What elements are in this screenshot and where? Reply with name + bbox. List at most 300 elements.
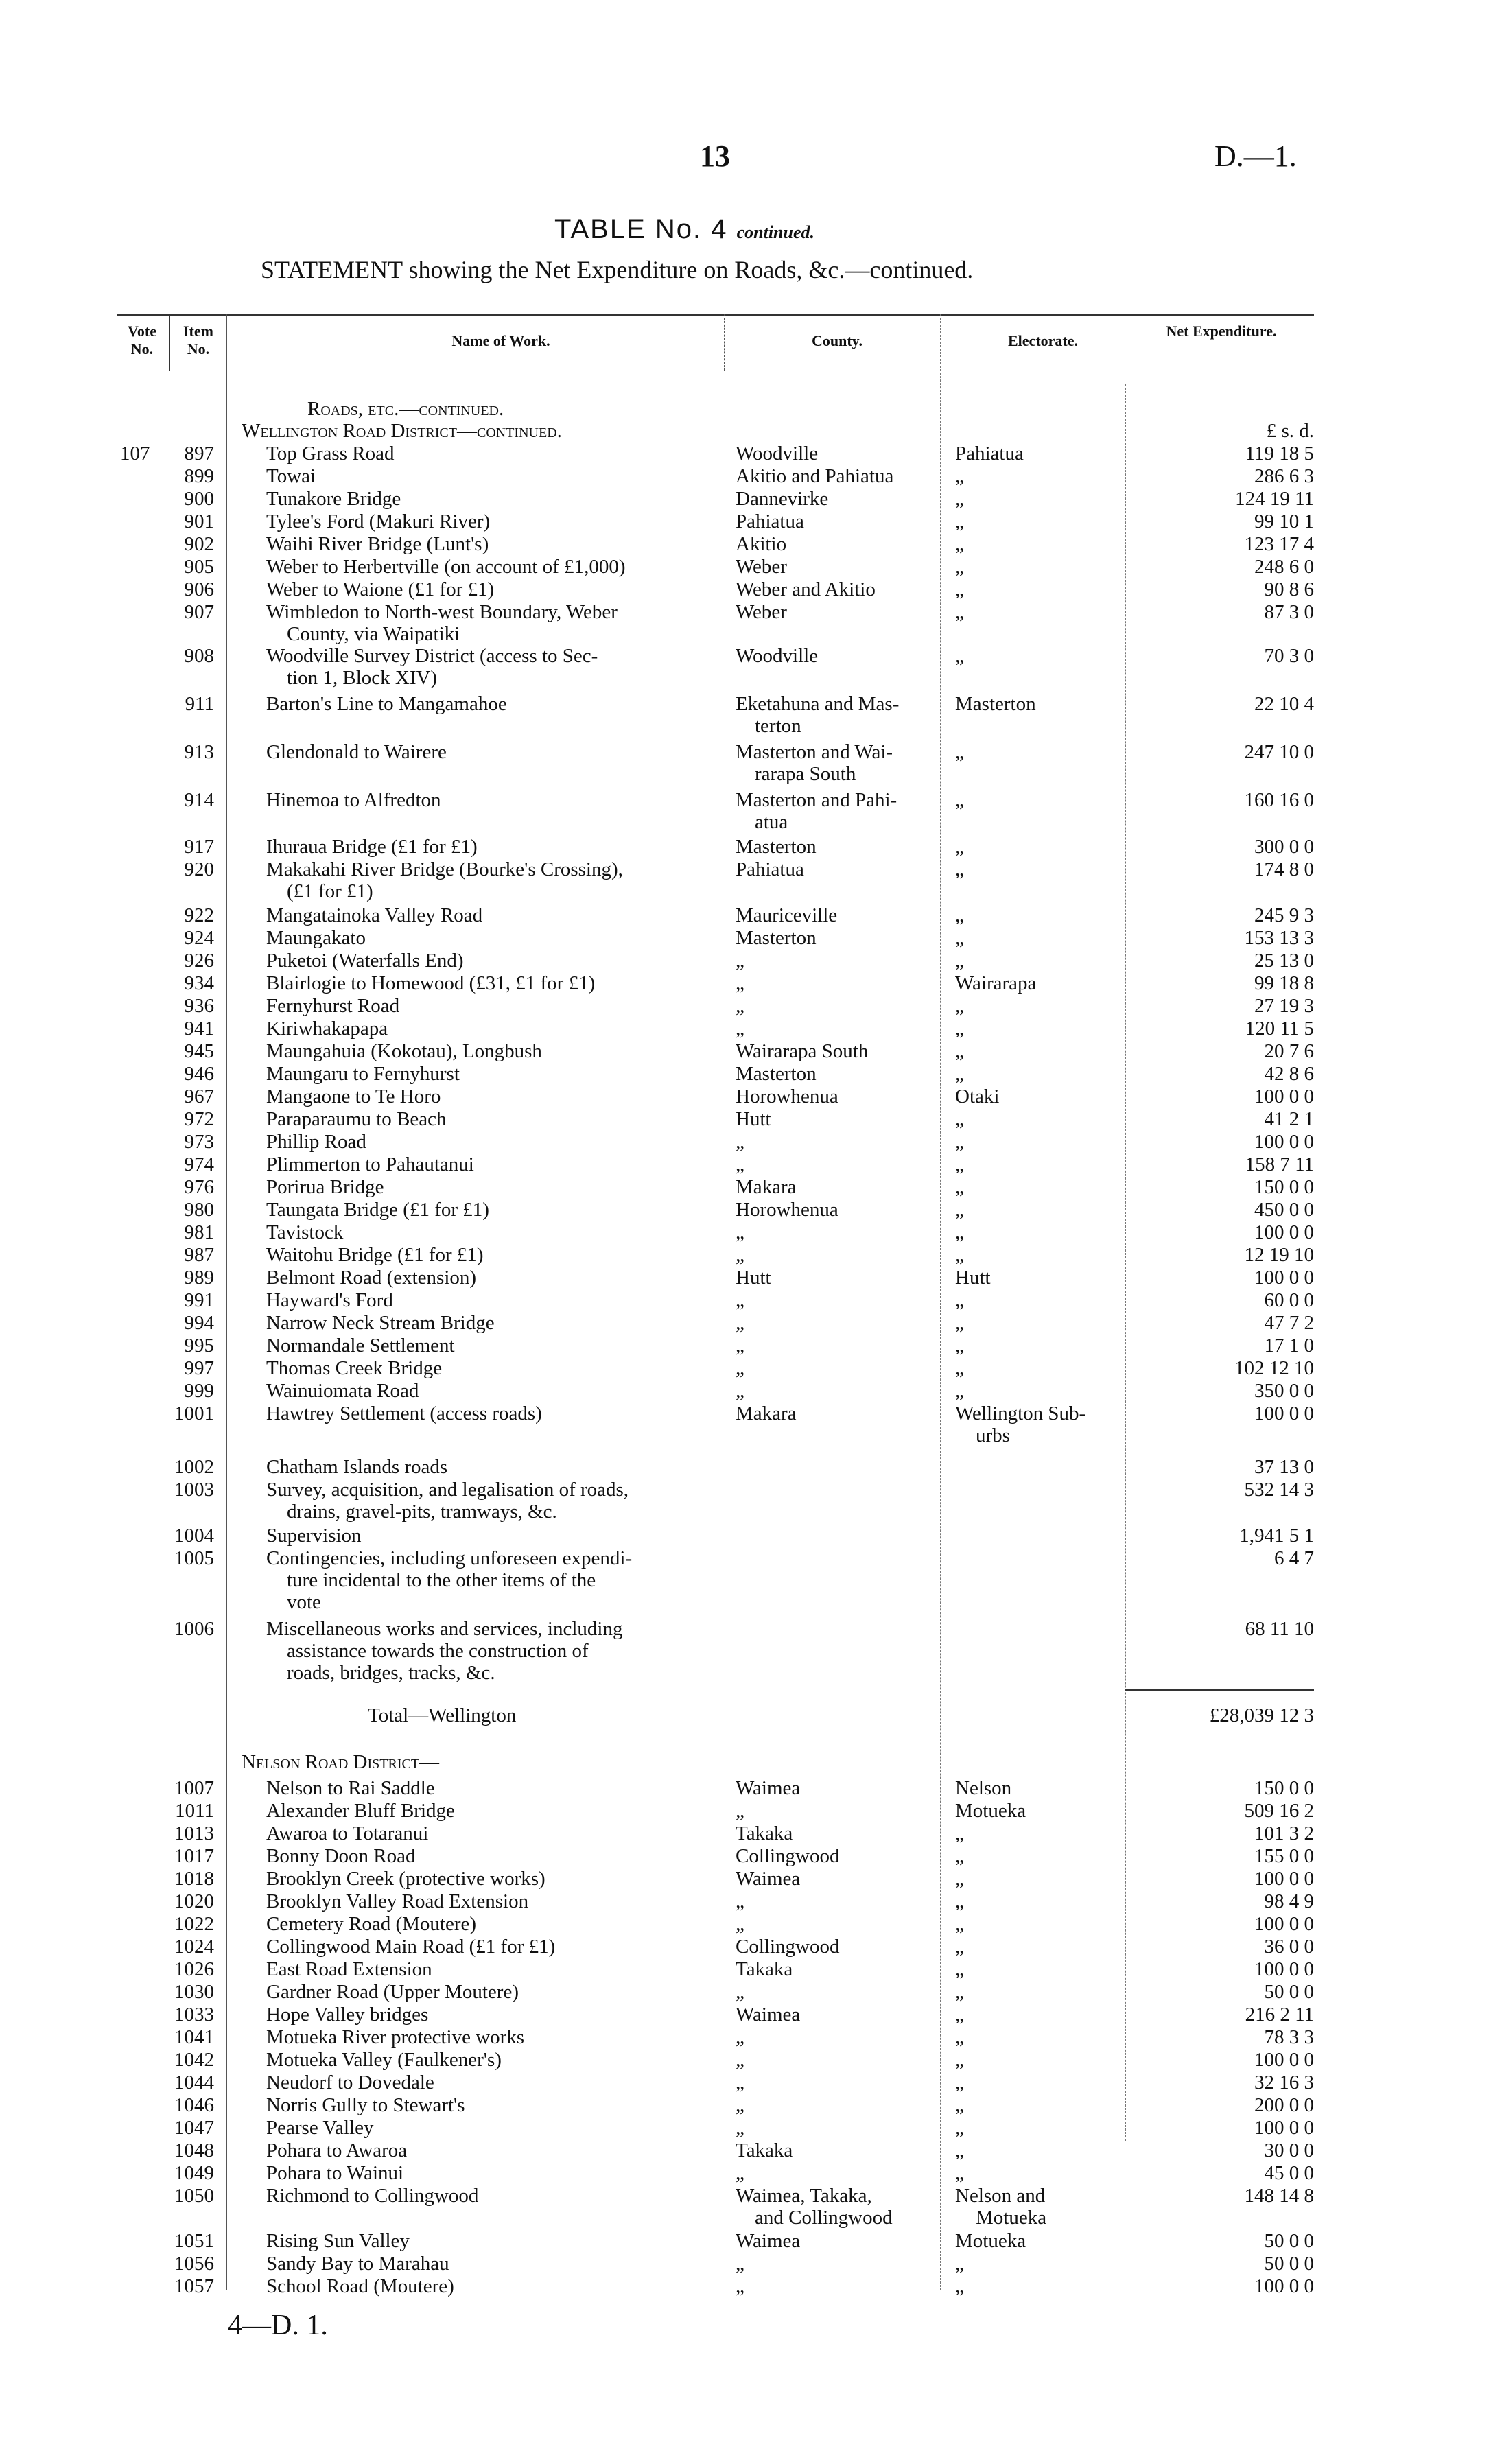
work-name: Wainuiomata Road — [266, 1380, 419, 1402]
item-number: 913 — [184, 741, 214, 763]
item-number: 945 — [184, 1040, 214, 1062]
county: Hutt — [736, 1108, 771, 1130]
item-number: 994 — [184, 1312, 214, 1334]
table-row — [0, 443, 1491, 465]
table-row — [0, 1456, 1491, 1478]
work-name-cont: ture incidental to the other items of the — [287, 1569, 596, 1591]
net-expenditure: 36 0 0 — [1264, 1936, 1314, 1958]
electorate: „ — [955, 465, 964, 487]
electorate: „ — [955, 995, 964, 1017]
electorate: Hutt — [955, 1267, 991, 1289]
net-expenditure: 216 2 11 — [1245, 2004, 1314, 2026]
net-expenditure: 148 14 8 — [1244, 2185, 1314, 2207]
work-name: Norris Gully to Stewart's — [266, 2094, 465, 2116]
county: „ — [736, 2117, 744, 2139]
county: „ — [736, 950, 744, 972]
net-expenditure: 101 3 2 — [1254, 1822, 1314, 1844]
item-number: 976 — [184, 1176, 214, 1198]
item-number: 1005 — [174, 1547, 214, 1569]
item-number: 936 — [184, 995, 214, 1017]
county: „ — [736, 2072, 744, 2093]
section-wellington: Wellington Road District—continued. — [242, 420, 562, 442]
table-row — [0, 2094, 1491, 2116]
county: Masterton and Pahi- — [736, 789, 897, 811]
work-name: Plimmerton to Pahautanui — [266, 1153, 474, 1175]
table-row-continuation — [0, 2207, 1491, 2229]
net-expenditure: 100 0 0 — [1254, 2049, 1314, 2071]
item-number: 1020 — [174, 1890, 214, 1912]
header-top-rule — [117, 314, 1314, 316]
table-row — [0, 950, 1491, 972]
section-nelson-row — [0, 1751, 1491, 1773]
item-number: 1024 — [174, 1936, 214, 1958]
county: Pahiatua — [736, 858, 804, 880]
table-row-continuation — [0, 623, 1491, 645]
work-name: Taungata Bridge (£1 for £1) — [266, 1199, 489, 1221]
electorate: „ — [955, 2275, 964, 2297]
county: „ — [736, 2162, 744, 2184]
county: Masterton — [736, 836, 817, 858]
county: Takaka — [736, 1958, 793, 1980]
table-row — [0, 1868, 1491, 1890]
work-name: Supervision — [266, 1525, 362, 1547]
table-row — [0, 1221, 1491, 1243]
county: Makara — [736, 1176, 797, 1198]
table-row — [0, 1267, 1491, 1289]
table-row — [0, 2275, 1491, 2297]
vote-number: 107 — [120, 443, 150, 465]
electorate-cont: urbs — [976, 1424, 1010, 1446]
net-expenditure: 50 0 0 — [1264, 2253, 1314, 2275]
item-number: 1017 — [174, 1845, 214, 1867]
work-name: Pearse Valley — [266, 2117, 374, 2139]
item-number: 1044 — [174, 2072, 214, 2093]
table-row — [0, 1108, 1491, 1130]
table-row — [0, 465, 1491, 487]
page-footer: 4—D. 1. — [228, 2310, 328, 2341]
item-number: 974 — [184, 1153, 214, 1175]
county: „ — [736, 2253, 744, 2275]
electorate: „ — [955, 2162, 964, 2184]
net-expenditure: 100 0 0 — [1254, 1221, 1314, 1243]
column-expenditure: Net Expenditure. — [1166, 322, 1277, 340]
table-row — [0, 1153, 1491, 1175]
item-number: 967 — [184, 1086, 214, 1107]
net-expenditure: 25 13 0 — [1254, 950, 1314, 972]
county: Wairarapa South — [736, 1040, 869, 1062]
net-expenditure: 350 0 0 — [1254, 1380, 1314, 1402]
work-name: Mangatainoka Valley Road — [266, 904, 483, 926]
table-row — [0, 1086, 1491, 1107]
net-expenditure: 42 8 6 — [1264, 1063, 1314, 1085]
county: Weber and Akitio — [736, 578, 876, 600]
item-number: 1013 — [174, 1822, 214, 1844]
item-number: 922 — [184, 904, 214, 926]
net-expenditure: 100 0 0 — [1254, 1913, 1314, 1935]
county: „ — [736, 1800, 744, 1822]
item-number: 911 — [185, 693, 214, 715]
county: Horowhenua — [736, 1199, 838, 1221]
item-number: 1030 — [174, 1981, 214, 2003]
item-number: 999 — [184, 1380, 214, 1402]
work-name: Nelson to Rai Saddle — [266, 1777, 435, 1799]
table-row — [0, 995, 1491, 1017]
statement-title: STATEMENT showing the Net Expenditure on Roads, &c.—continued. — [261, 256, 974, 283]
item-number: 1004 — [174, 1525, 214, 1547]
item-number: 1057 — [174, 2275, 214, 2297]
net-expenditure: 99 10 1 — [1254, 511, 1314, 532]
item-number: 1047 — [174, 2117, 214, 2139]
net-expenditure: 123 17 4 — [1244, 533, 1314, 555]
item-number: 981 — [184, 1221, 214, 1243]
item-number: 1041 — [174, 2026, 214, 2048]
item-number: 987 — [184, 1244, 214, 1266]
net-expenditure: 102 12 10 — [1234, 1357, 1314, 1379]
table-row — [0, 2049, 1491, 2071]
net-expenditure: 20 7 6 — [1264, 1040, 1314, 1062]
item-number: 1048 — [174, 2139, 214, 2161]
table-row-continuation — [0, 715, 1491, 737]
item-number: 900 — [184, 488, 214, 510]
table-row — [0, 488, 1491, 510]
work-name: Mangaone to Te Horo — [266, 1086, 441, 1107]
table-row — [0, 927, 1491, 949]
work-name: Fernyhurst Road — [266, 995, 400, 1017]
electorate: „ — [955, 1199, 964, 1221]
table-row — [0, 2253, 1491, 2275]
electorate: „ — [955, 488, 964, 510]
county: Akitio — [736, 533, 787, 555]
table-row — [0, 1525, 1491, 1547]
work-name-cont: roads, bridges, tracks, &c. — [287, 1662, 495, 1684]
work-name: Blairlogie to Homewood (£31, £1 for £1) — [266, 972, 596, 994]
section-wellington-row — [0, 420, 1491, 442]
column-name: Name of Work. — [451, 332, 550, 349]
county: Weber — [736, 556, 787, 578]
county: Mauriceville — [736, 904, 838, 926]
county: Waimea — [736, 2004, 801, 2026]
county: „ — [736, 1357, 744, 1379]
work-name: Pohara to Awaroa — [266, 2139, 408, 2161]
electorate: „ — [955, 2117, 964, 2139]
net-expenditure: 99 18 8 — [1254, 972, 1314, 994]
work-name: Motueka Valley (Faulkener's) — [266, 2049, 502, 2071]
work-name: Rising Sun Valley — [266, 2230, 410, 2252]
electorate: „ — [955, 904, 964, 926]
table-row — [0, 1822, 1491, 1844]
work-name: Pohara to Wainui — [266, 2162, 404, 2184]
electorate: „ — [955, 2139, 964, 2161]
table-row — [0, 2117, 1491, 2139]
document-reference: D.—1. — [1214, 139, 1297, 173]
table-row — [0, 1335, 1491, 1357]
item-number: 1002 — [174, 1456, 214, 1478]
work-name-cont: drains, gravel-pits, tramways, &c. — [287, 1501, 557, 1523]
county: „ — [736, 1380, 744, 1402]
county-cont: and Collingwood — [755, 2207, 893, 2229]
work-name: Maungakato — [266, 927, 366, 949]
electorate: „ — [955, 645, 964, 667]
electorate: „ — [955, 578, 964, 600]
table-row — [0, 904, 1491, 926]
item-number: 991 — [184, 1289, 214, 1311]
table-row — [0, 645, 1491, 667]
column-electorate: Electorate. — [1008, 332, 1078, 349]
electorate: Pahiatua — [955, 443, 1024, 465]
table-row — [0, 578, 1491, 600]
net-expenditure: 158 7 11 — [1245, 1153, 1314, 1175]
item-number: 924 — [184, 927, 214, 949]
table-row — [0, 741, 1491, 763]
county: Dannevirke — [736, 488, 829, 510]
county: „ — [736, 1335, 744, 1357]
work-name: Thomas Creek Bridge — [266, 1357, 443, 1379]
electorate-cont: Motueka — [976, 2207, 1047, 2229]
county: „ — [736, 1289, 744, 1311]
electorate: „ — [955, 836, 964, 858]
electorate: „ — [955, 1380, 964, 1402]
electorate: „ — [955, 1913, 964, 1935]
work-name: Chatham Islands roads — [266, 1456, 448, 1478]
electorate: „ — [955, 533, 964, 555]
work-name: Porirua Bridge — [266, 1176, 384, 1198]
work-name: Maungaru to Fernyhurst — [266, 1063, 460, 1085]
net-expenditure: 37 13 0 — [1254, 1456, 1314, 1478]
work-name: Paraparaumu to Beach — [266, 1108, 447, 1130]
net-expenditure: 22 10 4 — [1254, 693, 1314, 715]
electorate: „ — [955, 1063, 964, 1085]
county: Takaka — [736, 1822, 793, 1844]
table-row-continuation — [0, 880, 1491, 902]
table-row-continuation — [0, 1501, 1491, 1523]
county: Collingwood — [736, 1845, 840, 1867]
county-cont: atua — [755, 811, 788, 833]
net-expenditure: 245 9 3 — [1254, 904, 1314, 926]
work-name-cont: County, via Waipatiki — [287, 623, 460, 645]
table-row — [0, 1063, 1491, 1085]
net-expenditure: 45 0 0 — [1264, 2162, 1314, 2184]
section-nelson: Nelson Road District— — [242, 1751, 440, 1773]
net-expenditure: 50 0 0 — [1264, 2230, 1314, 2252]
electorate: „ — [955, 1040, 964, 1062]
work-name-cont: (£1 for £1) — [287, 880, 373, 902]
table-row — [0, 601, 1491, 623]
item-number: 901 — [184, 511, 214, 532]
work-name: Contingencies, including unforeseen expendi- — [266, 1547, 633, 1569]
item-number: 1011 — [175, 1800, 214, 1822]
electorate: „ — [955, 1108, 964, 1130]
net-expenditure: 41 2 1 — [1264, 1108, 1314, 1130]
electorate: „ — [955, 1981, 964, 2003]
electorate: „ — [955, 741, 964, 763]
net-expenditure: 100 0 0 — [1254, 1267, 1314, 1289]
net-expenditure: 100 0 0 — [1254, 1958, 1314, 1980]
total-label: Total—Wellington — [368, 1704, 517, 1726]
electorate: „ — [955, 1244, 964, 1266]
item-number: 1006 — [174, 1618, 214, 1640]
table-row — [0, 2185, 1491, 2207]
net-expenditure: 150 0 0 — [1254, 1777, 1314, 1799]
page-number: 13 — [700, 139, 730, 173]
net-expenditure: 68 11 10 — [1245, 1618, 1314, 1640]
net-expenditure: 300 0 0 — [1254, 836, 1314, 858]
net-expenditure: 100 0 0 — [1254, 1403, 1314, 1424]
item-number: 1007 — [174, 1777, 214, 1799]
work-name: Sandy Bay to Marahau — [266, 2253, 449, 2275]
electorate: Wairarapa — [955, 972, 1037, 994]
work-name: Narrow Neck Stream Bridge — [266, 1312, 495, 1334]
table-row — [0, 1018, 1491, 1040]
work-name: Brooklyn Creek (protective works) — [266, 1868, 545, 1890]
electorate: „ — [955, 511, 964, 532]
work-name-cont: vote — [287, 1591, 321, 1613]
table-row — [0, 1958, 1491, 1980]
county: Horowhenua — [736, 1086, 838, 1107]
net-expenditure: 160 16 0 — [1244, 789, 1314, 811]
item-number: 1022 — [174, 1913, 214, 1935]
work-name: Waihi River Bridge (Lunt's) — [266, 533, 489, 555]
item-number: 946 — [184, 1063, 214, 1085]
table-row-continuation — [0, 763, 1491, 785]
table-row — [0, 1981, 1491, 2003]
column-item: Item No. — [183, 322, 213, 357]
item-number: 989 — [184, 1267, 214, 1289]
net-expenditure: 78 3 3 — [1264, 2026, 1314, 2048]
work-name: Makakahi River Bridge (Bourke's Crossing), — [266, 858, 623, 880]
electorate: „ — [955, 1312, 964, 1334]
work-name: Collingwood Main Road (£1 for £1) — [266, 1936, 556, 1958]
net-expenditure: 12 19 10 — [1244, 1244, 1314, 1266]
electorate: „ — [955, 1890, 964, 1912]
item-number: 899 — [184, 465, 214, 487]
table-row — [0, 1936, 1491, 1958]
net-expenditure: 200 0 0 — [1254, 2094, 1314, 2116]
table-row — [0, 1403, 1491, 1424]
net-expenditure: 50 0 0 — [1264, 1981, 1314, 2003]
work-name: Awaroa to Totaranui — [266, 1822, 429, 1844]
work-name: Puketoi (Waterfalls End) — [266, 950, 464, 972]
electorate: „ — [955, 1176, 964, 1198]
electorate: „ — [955, 927, 964, 949]
table-row — [0, 1618, 1491, 1640]
item-number: 1046 — [174, 2094, 214, 2116]
electorate: „ — [955, 601, 964, 623]
electorate: „ — [955, 1131, 964, 1153]
total-row — [0, 1704, 1491, 1726]
net-expenditure: 30 0 0 — [1264, 2139, 1314, 2161]
net-expenditure: 119 18 5 — [1245, 443, 1314, 465]
net-expenditure: 286 6 3 — [1254, 465, 1314, 487]
work-name: Hawtrey Settlement (access roads) — [266, 1403, 542, 1424]
county: „ — [736, 1131, 744, 1153]
county-cont: terton — [755, 715, 801, 737]
net-expenditure: 47 7 2 — [1264, 1312, 1314, 1334]
net-expenditure: 100 0 0 — [1254, 1086, 1314, 1107]
table-row-continuation — [0, 667, 1491, 689]
work-name: Barton's Line to Mangamahoe — [266, 693, 507, 715]
electorate: Nelson and — [955, 2185, 1046, 2207]
net-expenditure: 32 16 3 — [1254, 2072, 1314, 2093]
county: Woodville — [736, 645, 819, 667]
county: „ — [736, 995, 744, 1017]
rule-vote — [169, 314, 170, 371]
table-row — [0, 1479, 1491, 1501]
work-name: Hinemoa to Alfredton — [266, 789, 441, 811]
table-row — [0, 789, 1491, 811]
table-title-text: TABLE No. 4 — [554, 214, 728, 244]
table-row — [0, 1176, 1491, 1198]
electorate: Otaki — [955, 1086, 1000, 1107]
table-row — [0, 2162, 1491, 2184]
county: Waimea, Takaka, — [736, 2185, 872, 2207]
rule-name — [724, 314, 725, 371]
item-number: 941 — [184, 1018, 214, 1040]
electorate: „ — [955, 1289, 964, 1311]
table-row — [0, 1380, 1491, 1402]
county: „ — [736, 2026, 744, 2048]
table-row — [0, 1845, 1491, 1867]
net-expenditure: 153 13 3 — [1244, 927, 1314, 949]
work-name: School Road (Moutere) — [266, 2275, 454, 2297]
work-name: Alexander Bluff Bridge — [266, 1800, 455, 1822]
table-row — [0, 1800, 1491, 1822]
item-number: 926 — [184, 950, 214, 972]
item-number: 1018 — [174, 1868, 214, 1890]
net-expenditure: 150 0 0 — [1254, 1176, 1314, 1198]
net-expenditure: 60 0 0 — [1264, 1289, 1314, 1311]
county: Waimea — [736, 1777, 801, 1799]
electorate: „ — [955, 2026, 964, 2048]
table-row — [0, 2230, 1491, 2252]
work-name: Tunakore Bridge — [266, 488, 401, 510]
work-name: Glendonald to Wairere — [266, 741, 447, 763]
county: „ — [736, 2049, 744, 2071]
work-name: Neudorf to Dovedale — [266, 2072, 434, 2093]
county: Waimea — [736, 2230, 801, 2252]
electorate: „ — [955, 1335, 964, 1357]
county: Akitio and Pahiatua — [736, 465, 894, 487]
electorate: Wellington Sub- — [955, 1403, 1086, 1424]
net-expenditure: 155 0 0 — [1254, 1845, 1314, 1867]
net-expenditure: 27 19 3 — [1254, 995, 1314, 1017]
electorate: „ — [955, 2072, 964, 2093]
work-name: Tylee's Ford (Makuri River) — [266, 511, 491, 532]
table-row — [0, 1357, 1491, 1379]
table-row — [0, 1040, 1491, 1062]
work-name: Weber to Herbertville (on account of £1,000) — [266, 556, 626, 578]
column-vote: Vote No. — [128, 322, 156, 357]
county: Masterton — [736, 927, 817, 949]
item-number: 907 — [184, 601, 214, 623]
table-row-continuation — [0, 811, 1491, 833]
work-name: East Road Extension — [266, 1958, 432, 1980]
item-number: 1056 — [174, 2253, 214, 2275]
electorate: „ — [955, 1958, 964, 1980]
county: Takaka — [736, 2139, 793, 2161]
item-number: 973 — [184, 1131, 214, 1153]
work-name: Brooklyn Valley Road Extension — [266, 1890, 529, 1912]
electorate: „ — [955, 1221, 964, 1243]
item-number: 905 — [184, 556, 214, 578]
table-row — [0, 1777, 1491, 1799]
table-row — [0, 556, 1491, 578]
item-number: 1033 — [174, 2004, 214, 2026]
electorate: „ — [955, 1153, 964, 1175]
work-name: Top Grass Road — [266, 443, 395, 465]
work-name: Tavistock — [266, 1221, 344, 1243]
net-expenditure: 247 10 0 — [1244, 741, 1314, 763]
electorate: „ — [955, 950, 964, 972]
